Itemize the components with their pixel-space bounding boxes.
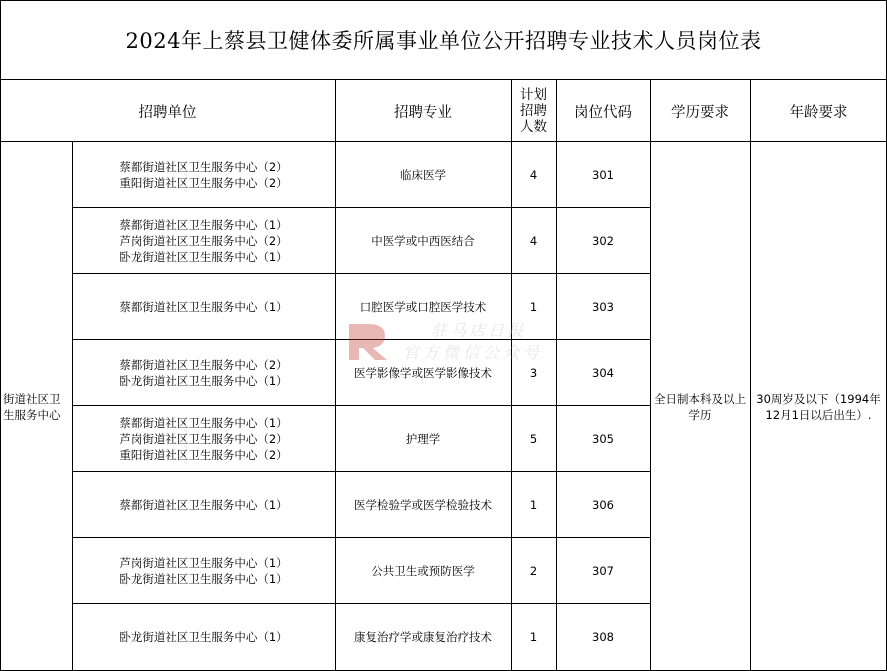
major-value: 护理学 [405, 432, 441, 446]
unit-line: 卧龙街道社区卫生服务中心（1） [119, 250, 288, 264]
code-value: 301 [592, 168, 614, 182]
major-cell [335, 340, 511, 406]
unit-line: 蔡都街道社区卫生服务中心（1） [119, 218, 288, 232]
major-cell [335, 208, 511, 274]
code-cell [556, 274, 650, 340]
unit-line: 蔡都街道社区卫生服务中心（1） [119, 498, 288, 512]
unit-cell [72, 208, 335, 274]
count-cell [511, 472, 556, 538]
unit-line: 芦岗街道社区卫生服务中心（1） [119, 556, 288, 570]
major-value: 医学检验学或医学检验技术 [354, 498, 492, 512]
header-unit: 招聘单位 [138, 104, 197, 121]
major-value: 中医学或中西医结合 [371, 234, 475, 248]
major-cell [335, 274, 511, 340]
page-title: 2024年上蔡县卫健体委所属事业单位公开招聘专业技术人员岗位表 [125, 29, 762, 53]
header-education: 学历要求 [671, 104, 729, 121]
header-count: 计划招聘人数 [520, 87, 547, 135]
count-value: 3 [529, 366, 538, 380]
count-value: 1 [529, 300, 538, 314]
major-value: 口腔医学或口腔医学技术 [359, 300, 487, 314]
unit-cell [72, 406, 335, 472]
code-cell [556, 340, 650, 406]
count-cell [511, 274, 556, 340]
unit-line: 蔡都街道社区卫生服务中心（1） [119, 416, 288, 430]
unit-cell [72, 142, 335, 208]
unit-cell [72, 538, 335, 604]
major-value: 康复治疗学或康复治疗技术 [354, 630, 492, 644]
unit-line: 卧龙街道社区卫生服务中心（1） [119, 374, 288, 388]
code-cell [556, 604, 650, 670]
unit-line: 蔡都街道社区卫生服务中心（1） [119, 300, 288, 314]
code-value: 306 [592, 498, 614, 512]
age-requirement: 30周岁及以下（1994年12月1日以后出生）. [756, 391, 881, 422]
unit-line: 芦岗街道社区卫生服务中心（2） [119, 234, 288, 248]
unit-cell [72, 604, 335, 670]
count-value: 4 [529, 168, 538, 182]
unit-cell [72, 274, 335, 340]
code-value: 302 [592, 234, 614, 248]
unit-cell [72, 340, 335, 406]
watermark-line1: 驻马店日报 [431, 321, 527, 340]
count-value: 1 [529, 630, 538, 644]
code-cell [556, 472, 650, 538]
unit-cell [72, 472, 335, 538]
count-value: 5 [529, 432, 538, 446]
code-cell [556, 538, 650, 604]
count-cell [511, 406, 556, 472]
major-value: 公共卫生或预防医学 [371, 564, 475, 578]
code-value: 308 [592, 630, 614, 644]
code-value: 305 [592, 432, 614, 446]
code-cell [556, 142, 650, 208]
count-cell [511, 340, 556, 406]
unit-line: 蔡都街道社区卫生服务中心（2） [119, 160, 288, 174]
major-value: 临床医学 [400, 168, 446, 182]
major-value: 医学影像学或医学影像技术 [354, 366, 492, 380]
major-cell [335, 142, 511, 208]
unit-line: 重阳街道社区卫生服务中心（2） [119, 448, 288, 462]
unit-line: 芦岗街道社区卫生服务中心（2） [119, 432, 288, 446]
count-cell [511, 142, 556, 208]
education-requirement: 全日制本科及以上学历 [654, 391, 746, 422]
major-cell [335, 406, 511, 472]
major-cell [335, 604, 511, 670]
code-cell [556, 208, 650, 274]
count-value: 1 [529, 498, 538, 512]
count-value: 4 [529, 234, 538, 248]
watermark-line2: 官方微信公众号 [403, 343, 544, 362]
unit-line: 重阳街道社区卫生服务中心（2） [119, 176, 288, 190]
major-cell [335, 538, 511, 604]
code-value: 307 [592, 564, 614, 578]
count-value: 2 [529, 564, 538, 578]
header-code: 岗位代码 [574, 104, 632, 121]
unit-line: 卧龙街道社区卫生服务中心（1） [119, 630, 288, 644]
count-cell [511, 604, 556, 670]
unit-line: 蔡都街道社区卫生服务中心（2） [119, 358, 288, 372]
count-cell [511, 538, 556, 604]
header-major: 招聘专业 [394, 104, 452, 121]
code-cell [556, 406, 650, 472]
header-age: 年龄要求 [789, 104, 848, 121]
count-cell [511, 208, 556, 274]
code-value: 304 [592, 366, 614, 380]
category-cell: 街道社区卫生服务中心 [3, 391, 61, 422]
unit-line: 卧龙街道社区卫生服务中心（1） [119, 572, 288, 586]
major-cell [335, 472, 511, 538]
code-value: 303 [592, 300, 614, 314]
